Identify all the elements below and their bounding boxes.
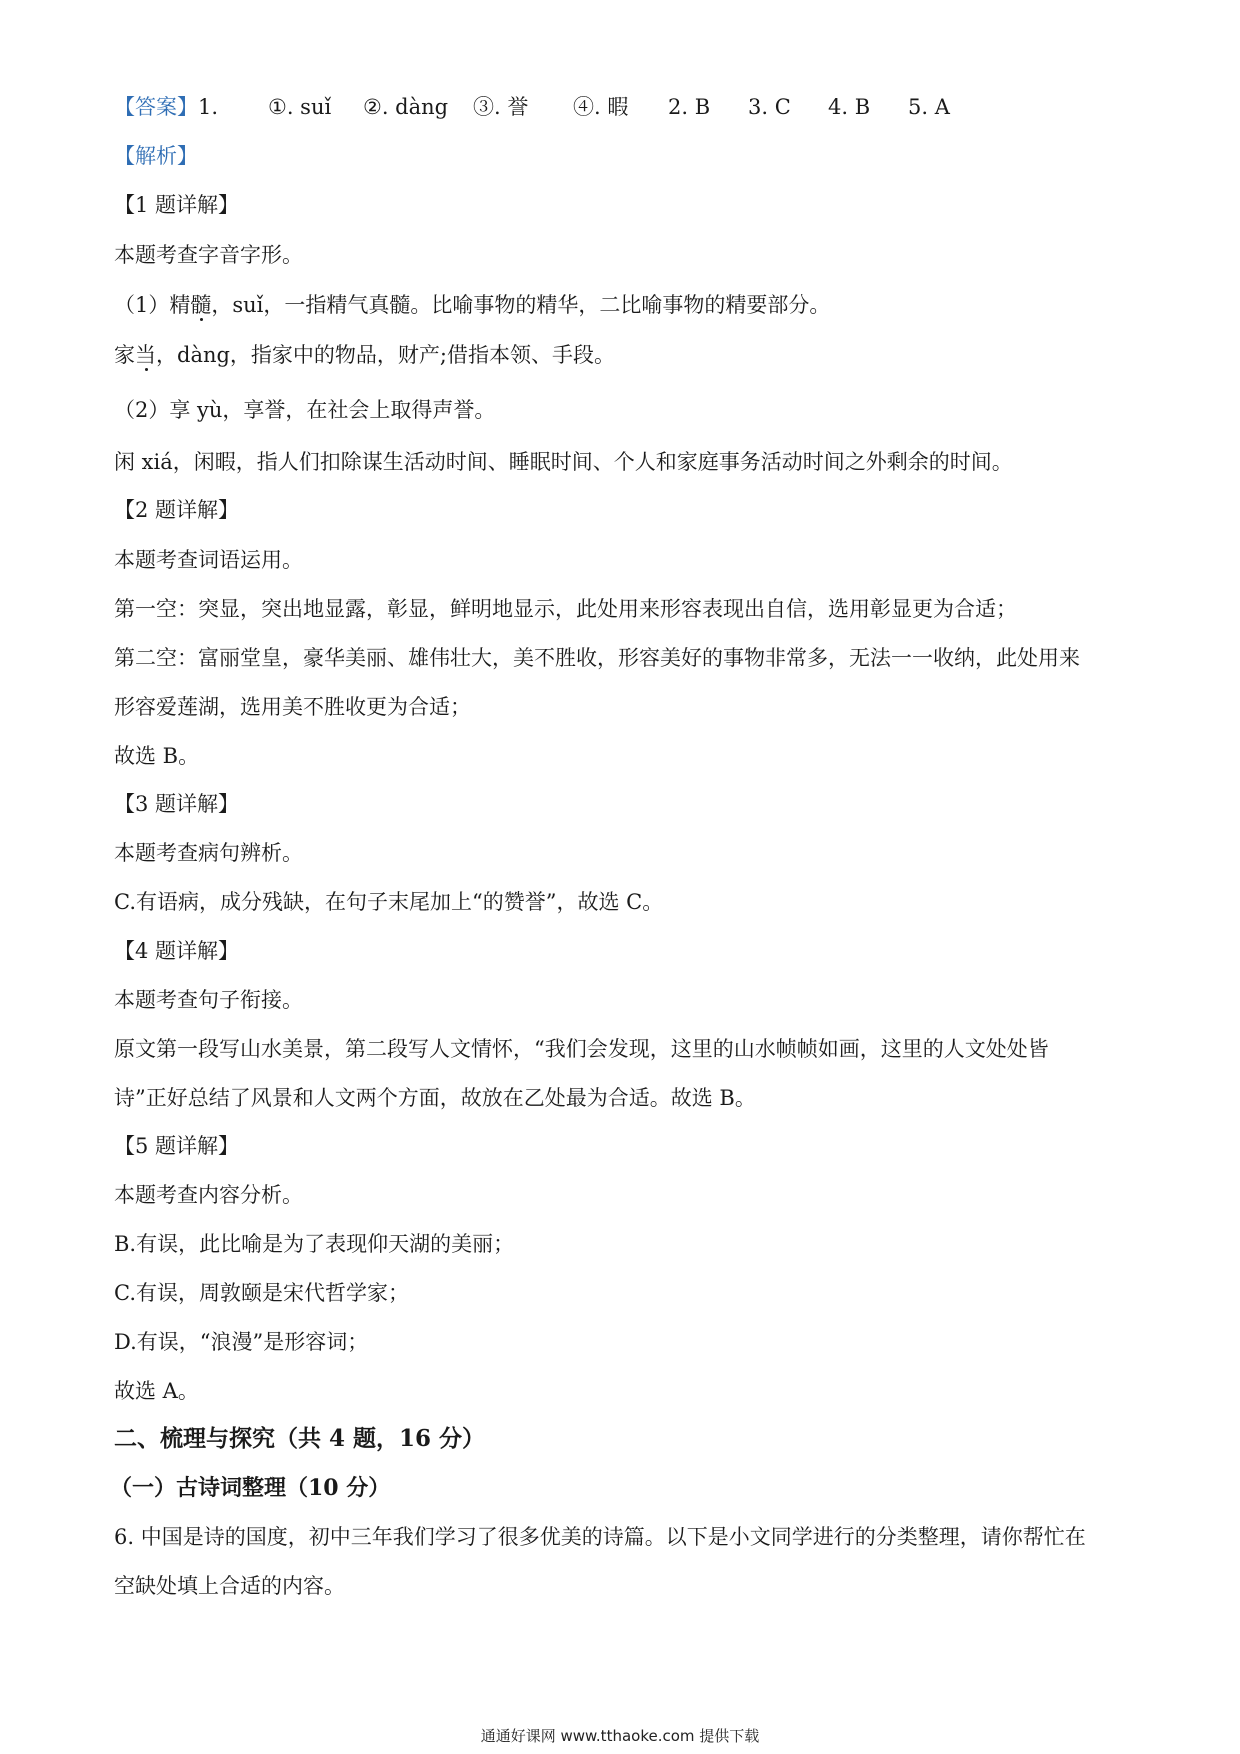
section-2-heading: 【2 题详解】 <box>114 498 240 522</box>
s1-l3-post: ，dàng，指家中的物品，财产;借指本领、手段。 <box>156 343 616 367</box>
emphasized-char: 当 <box>135 343 156 367</box>
answer-q4: 4. B <box>828 95 871 119</box>
section-2-line-4: 形容爱莲湖，选用美不胜收更为合适； <box>114 695 471 719</box>
section-4-heading: 【4 题详解】 <box>114 939 240 963</box>
answer-q2: 2. B <box>668 95 711 119</box>
answer-q3: 3. C <box>748 95 791 119</box>
section-4-line-1: 本题考查句子衔接。 <box>114 988 303 1012</box>
section-4-line-3: 诗”正好总结了风景和人文两个方面，故放在乙处最为合适。故选 B。 <box>114 1086 756 1110</box>
analysis-label: 【解析】 <box>114 144 198 168</box>
section-4-line-2: 原文第一段写山水美景，第二段写人文情怀，“我们会发现，这里的山水帧帧如画，这里的人文处处皆 <box>114 1037 1049 1061</box>
part-2-subheading: （一）古诗词整理（10 分） <box>110 1475 391 1501</box>
section-2-line-5: 故选 B。 <box>114 744 200 768</box>
question-6-line-1: 6. 中国是诗的国度，初中三年我们学习了很多优美的诗篇。以下是小文同学进行的分类整理，请你帮忙在 <box>114 1525 1086 1549</box>
page-footer: 通通好课网 www.tthaoke.com 提供下载 <box>480 1727 760 1745</box>
answer-q1: 1. <box>198 95 219 119</box>
section-2-line-1: 本题考查词语运用。 <box>114 548 303 572</box>
answer-a4: ④. 暇 <box>573 95 629 119</box>
section-2-line-2: 第一空：突显，突出地显露，彰显，鲜明地显示，此处用来形容表现出自信，选用彰显更为合适； <box>114 597 1017 621</box>
section-5-line-3: C.有误，周敦颐是宋代哲学家； <box>114 1281 409 1305</box>
section-1-line-5: 闲 xiá，闲暇，指人们扣除谋生活动时间、睡眠时间、个人和家庭事务活动时间之外剩余的时间。 <box>114 450 1013 474</box>
section-1-line-2 <box>114 290 1134 320</box>
section-5-line-2: B.有误，此比喻是为了表现仰天湖的美丽； <box>114 1232 515 1256</box>
section-5-line-1: 本题考查内容分析。 <box>114 1183 303 1207</box>
section-1-line-1: 本题考查字音字形。 <box>114 243 303 267</box>
section-1-heading: 【1 题详解】 <box>114 193 240 217</box>
answer-q5: 5. A <box>908 95 950 119</box>
s1-l3-pre: 家 <box>114 343 135 367</box>
answer-a3: ③. 誉 <box>473 95 529 119</box>
emphasized-char: 髓 <box>190 293 212 317</box>
section-5-line-4: D.有误，“浪漫”是形容词； <box>114 1330 369 1354</box>
answer-line <box>114 92 1134 122</box>
section-5-heading: 【5 题详解】 <box>114 1134 240 1158</box>
section-1-line-3 <box>114 340 1134 370</box>
section-3-heading: 【3 题详解】 <box>114 792 240 816</box>
s1-l2-post: ，suǐ，一指精气真髓。比喻事物的精华，二比喻事物的精要部分。 <box>211 293 831 317</box>
part-2-heading: 二、梳理与探究（共 4 题，16 分） <box>114 1425 486 1452</box>
section-3-line-1: 本题考查病句辨析。 <box>114 841 303 865</box>
answer-a2: ②. dàng <box>363 95 449 119</box>
s1-l2-pre: （1）精 <box>114 293 191 317</box>
section-2-line-3: 第二空：富丽堂皇，豪华美丽、雄伟壮大，美不胜收，形容美好的事物非常多，无法一一收纳，此处用来 <box>114 646 1080 670</box>
answer-a1: ①. suǐ <box>268 95 332 119</box>
section-1-line-4: （2）享 yù，享誉，在社会上取得声誉。 <box>114 398 496 422</box>
question-6-line-2: 空缺处填上合适的内容。 <box>114 1574 345 1598</box>
section-3-line-2: C.有语病，成分残缺，在句子末尾加上“的赞誉”，故选 C。 <box>114 890 664 914</box>
section-5-line-5: 故选 A。 <box>114 1379 199 1403</box>
answer-label: 【答案】 <box>114 95 198 119</box>
